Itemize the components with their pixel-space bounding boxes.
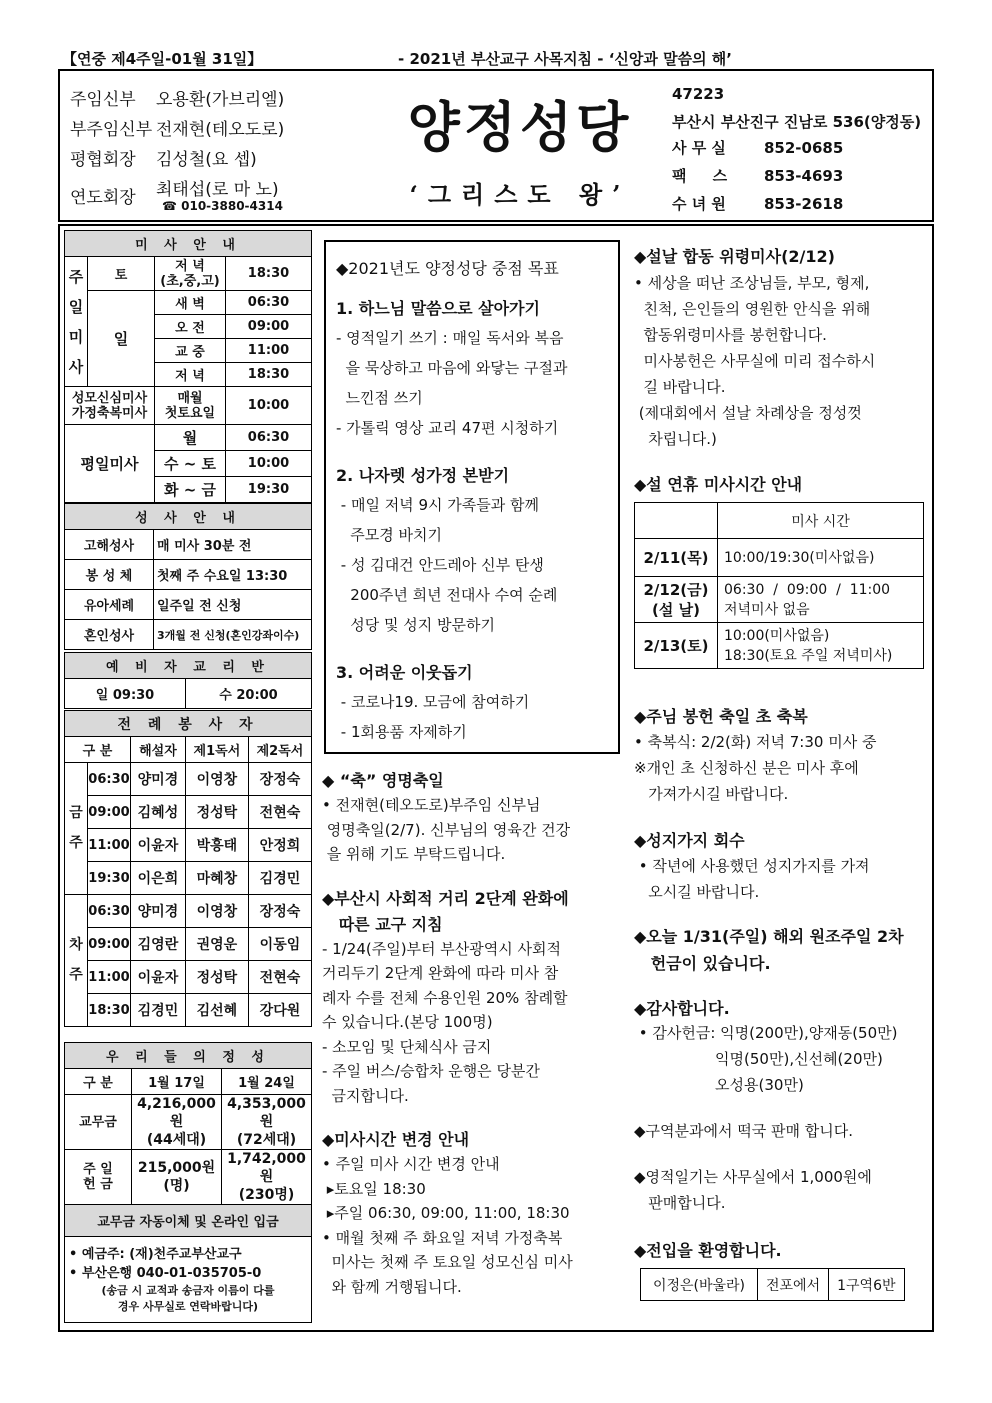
notice-line: 례자 수를 전체 수용인원 20% 참례할	[322, 988, 568, 1007]
holiday-time: 10:00/19:30(미사없음)	[718, 539, 924, 577]
notice-title: ◆부산시 사회적 거리 2단계 완화에	[322, 888, 569, 908]
holiday-time: 06:30 / 09:00 / 11:00 저녁미사 없음	[718, 577, 924, 623]
goal-line: 200주년 희년 전대사 수여 순례	[336, 586, 558, 604]
notice-line: 오성용(30만)	[634, 1076, 804, 1094]
holiday-date: 2/13(토)	[635, 623, 718, 669]
contact-value: 852-0685	[764, 139, 844, 157]
server-name: 장정숙	[248, 895, 311, 928]
server-name: 이윤자	[131, 961, 186, 994]
staff-role: 부주임신부	[70, 120, 153, 140]
notice-line: 수 있습니다.(본당 100명)	[322, 1013, 493, 1031]
parish-subtitle: ‘그리스도 왕’	[409, 180, 631, 209]
goal-heading: 1. 하느님 말씀으로 살아가기	[336, 299, 540, 318]
weekday-mass-label: 평일미사	[65, 425, 155, 503]
server-time: 11:00	[88, 829, 131, 862]
notice-line: 가져가시길 바랍니다.	[634, 785, 789, 803]
notice-title: 따른 교구 지침	[322, 914, 443, 934]
servers-header: 제2독서	[248, 737, 311, 763]
transfer-note: (송금 시 교적과 송금자 이름이 다를	[101, 1283, 275, 1297]
notice-title: ◆ “축” 영명축일	[322, 771, 444, 790]
server-time: 09:00	[88, 796, 131, 829]
goal-line: - 가톨릭 영상 교리 47편 시청하기	[336, 419, 559, 437]
contact-label: 사 무 실	[672, 139, 726, 157]
holiday-date: 2/11(목)	[635, 539, 718, 577]
notice-line: 차립니다.)	[634, 430, 717, 448]
staff-row	[70, 85, 284, 110]
server-name: 정성탁	[185, 796, 248, 829]
sacrament-label: 봉 성 체	[65, 560, 154, 590]
welcome-cell: 전포에서	[758, 1269, 829, 1301]
notice-line: 익명(50만),신선혜(20만)	[634, 1050, 883, 1068]
goal-line: - 1회용품 자제하기	[336, 723, 467, 741]
weekday-time: 10:00	[226, 451, 312, 477]
goal-heading: 3. 어려운 이웃돕기	[336, 663, 473, 682]
zip-code: 47223	[672, 85, 725, 103]
offerings-header: 1월 17일	[132, 1069, 222, 1095]
offering-value: 4,353,000원 (72세대)	[222, 1095, 312, 1150]
notice-line: 와 함께 거행됩니다.	[322, 1277, 462, 1296]
parish-name: 양정성당	[407, 95, 633, 159]
goal-line: 느낀점 쓰기	[336, 389, 423, 407]
goal-line: - 성 김대건 안드레아 신부 탄생	[336, 556, 544, 574]
notice-title: ◆전입을 환영합니다.	[634, 1241, 782, 1260]
weekday-time: 19:30	[226, 477, 312, 503]
server-name: 이영창	[185, 895, 248, 928]
offerings-table	[64, 1042, 312, 1323]
notice-line: - 소모임 및 단체식사 금지	[322, 1037, 492, 1056]
sun-mass-time: 18:30	[226, 363, 312, 387]
staff-role: 주임신부	[70, 90, 136, 110]
staff-row	[70, 175, 283, 213]
special-mass-time: 10:00	[226, 387, 312, 425]
staff-role: 평협회장	[70, 150, 136, 170]
notice-line: - 1/24(주일)부터 부산광역시 사회적	[322, 939, 561, 958]
notice-line: 거리두기 2단계 완화에 따라 미사 참	[322, 964, 559, 982]
saturday-label: 토	[88, 257, 155, 291]
server-time: 18:30	[88, 994, 131, 1027]
server-time: 09:00	[88, 928, 131, 961]
notice-title: ◆설 연휴 미사시간 안내	[634, 475, 803, 494]
sacrament-value: 첫째 주 수요일 13:30	[154, 560, 312, 590]
mass-schedule-table	[64, 230, 312, 503]
sacrament-label: 혼인성사	[65, 620, 154, 650]
sacrament-value: 일주일 전 신청	[154, 590, 312, 620]
sun-mass-label: 오 전	[155, 315, 226, 339]
server-name: 김선혜	[185, 994, 248, 1027]
notice-line: 합동위령미사를 봉헌합니다.	[634, 326, 827, 344]
sacraments-table	[64, 503, 312, 650]
offering-value: 4,216,000원 (44세대)	[132, 1095, 222, 1150]
holiday-col-header: 미사 시간	[718, 503, 924, 539]
notice-title: ◆주님 봉헌 축일 초 축복	[634, 707, 808, 726]
sun-mass-time: 11:00	[226, 339, 312, 363]
sacrament-label: 유아세례	[65, 590, 154, 620]
server-name: 마혜창	[185, 862, 248, 895]
holiday-time: 10:00(미사없음) 18:30(토요 주일 저녁미사)	[718, 623, 924, 669]
server-time: 06:30	[88, 763, 131, 796]
server-name: 이영창	[185, 763, 248, 796]
notice-line: • 전재현(테오도로)부주임 신부님	[322, 796, 541, 814]
sacrament-value: 3개월 전 신청(혼인강좌이수)	[154, 620, 312, 650]
goal-line: - 매일 저녁 9시 가족들과 함께	[336, 496, 539, 514]
goals-title: ◆2021년도 양정성당 중점 목표	[336, 259, 559, 278]
catechumen-title: 예 비 자 교 리 반	[65, 653, 312, 679]
offering-value: 215,000원 (명)	[132, 1150, 222, 1205]
issue-date: 【연중 제4주일-01월 31일】	[62, 50, 263, 68]
notice-line: 영명축일(2/7). 신부님의 영육간 건강	[322, 820, 571, 839]
server-name: 안정희	[248, 829, 311, 862]
notice-title: ◆성지가지 회수	[634, 831, 745, 850]
notice-line: (제대회에서 설날 차례상을 정성껏	[634, 404, 862, 422]
notice-title: ◆설날 합동 위령미사(2/12)	[634, 247, 835, 266]
server-name: 장정숙	[248, 763, 311, 796]
account-holder: • 예금주: (재)천주교부산교구	[69, 1246, 242, 1262]
notice-line: ▸토요일 18:30	[322, 1179, 426, 1198]
server-name: 이은희	[131, 862, 186, 895]
server-name: 전현숙	[248, 796, 311, 829]
notice-line: • 감사헌금: 익명(200만),양재동(50만)	[634, 1024, 898, 1042]
goal-line: - 영적일기 쓰기 : 매일 독서와 복음	[336, 329, 564, 347]
masthead	[58, 69, 934, 222]
welcome-cell: 이정은(바울라)	[641, 1269, 758, 1301]
staff-role: 연도회장	[70, 188, 136, 208]
weekday-day: 월	[155, 425, 226, 451]
server-name: 정성탁	[185, 961, 248, 994]
server-time: 06:30	[88, 895, 131, 928]
goal-line: - 코로나19. 모금에 참여하기	[336, 693, 530, 711]
catechumen-table	[64, 652, 312, 709]
welcome-cell: 1구역6반	[829, 1269, 904, 1301]
mass-title: 미 사 안 내	[65, 231, 312, 257]
staff-name: 오용환(가브리엘)	[156, 90, 285, 110]
goal-line: 성당 및 성지 방문하기	[336, 616, 496, 634]
weekday-time: 06:30	[226, 425, 312, 451]
server-name: 김경민	[248, 862, 311, 895]
server-time: 19:30	[88, 862, 131, 895]
sat-evening-label: 저 녁 (초,중,고)	[155, 257, 226, 291]
server-name: 전현숙	[248, 961, 311, 994]
contact-row	[672, 193, 843, 214]
offerings-header: 1월 24일	[222, 1069, 312, 1095]
sun-mass-label: 새 벽	[155, 291, 226, 315]
server-name: 김영란	[131, 928, 186, 961]
contact-label: 팩 스	[672, 167, 728, 185]
holiday-date: 2/12(금) (설 날)	[635, 577, 718, 623]
sacraments-title: 성 사 안 내	[65, 504, 312, 530]
notice-line: ◆구역분과에서 떡국 판매 합니다.	[634, 1122, 853, 1140]
offering-label: 주 일 헌 금	[65, 1150, 132, 1205]
bank-info	[65, 1237, 312, 1323]
notice-line: 미사는 첫째 주 토요일 성모신심 미사	[322, 1253, 573, 1271]
servers-header: 해설자	[131, 737, 186, 763]
notice-line: 오시길 바랍니다.	[634, 883, 760, 901]
phone-number: ☎ 010-3880-4314	[162, 199, 283, 213]
servers-title: 전 례 봉 사 자	[65, 711, 312, 737]
server-name: 이윤자	[131, 829, 186, 862]
goals-content	[336, 256, 568, 741]
notice-line: ◆영적일기는 사무실에서 1,000원에	[634, 1168, 872, 1186]
server-name: 권영운	[185, 928, 248, 961]
weekday-day: 화 ~ 금	[155, 477, 226, 503]
notice-line: • 세상을 떠난 조상님들, 부모, 형제,	[634, 274, 870, 292]
notice-line: - 주일 버스/승합차 운행은 당분간	[322, 1062, 540, 1080]
notice-line: • 작년에 사용했던 성지가지를 가져	[634, 857, 870, 875]
contact-label: 수 녀 원	[672, 195, 726, 213]
notice-title: ◆미사시간 변경 안내	[322, 1130, 470, 1149]
staff-row	[70, 145, 257, 170]
week-label: 금 주	[65, 763, 88, 895]
welcome-table	[640, 1268, 905, 1301]
notice-line: • 주일 미사 시간 변경 안내	[322, 1155, 500, 1173]
special-mass-when: 매월 첫토요일	[155, 387, 226, 425]
offering-label: 교무금	[65, 1095, 132, 1150]
sunday-mass-label: 주 일 미 사	[65, 257, 88, 387]
server-name: 김혜성	[131, 796, 186, 829]
goal-line: 주모경 바치기	[336, 526, 443, 544]
notice-line: 미사봉헌은 사무실에 미리 접수하시	[634, 352, 876, 370]
notice-line: 판매합니다.	[634, 1194, 726, 1212]
contact-row	[672, 165, 843, 186]
notice-line: ▸주일 06:30, 09:00, 11:00, 18:30	[322, 1204, 570, 1222]
notice-line: 금지합니다.	[322, 1086, 409, 1105]
notice-line: 을 위해 기도 부탁드립니다.	[322, 845, 506, 863]
staff-name: 전재현(테오도로)	[156, 120, 285, 140]
week-label: 차 주	[65, 895, 88, 1027]
notice-title: ◆감사합니다.	[634, 999, 730, 1018]
notice-line: • 매월 첫째 주 화요일 저녁 가정축복	[322, 1228, 563, 1247]
transfer-note: 경우 사무실로 연락바랍니다)	[117, 1299, 259, 1313]
server-time: 11:00	[88, 961, 131, 994]
sun-mass-time: 06:30	[226, 291, 312, 315]
staff-name: 김성철(요 셉)	[156, 150, 257, 170]
sat-evening-time: 18:30	[226, 257, 312, 291]
special-mass-label: 성모신심미사 가정축복미사	[65, 387, 155, 425]
goal-line: 을 묵상하고 마음에 와닿는 구절과	[336, 359, 568, 377]
catechumen-wednesday: 수 20:00	[186, 679, 312, 709]
bank-account: • 부산은행 040-01-035705-0	[69, 1265, 262, 1281]
server-name: 강다원	[248, 994, 311, 1027]
server-name: 박흥태	[185, 829, 248, 862]
contact-value: 853-4693	[764, 167, 844, 185]
catechumen-sunday: 일 09:30	[65, 679, 186, 709]
holiday-mass-table	[634, 502, 924, 669]
notice-title: 헌금이 있습니다.	[634, 954, 771, 973]
notice-line: 길 바랍니다.	[634, 378, 726, 396]
staff-name: 최태섭(로 마 노)	[156, 180, 279, 200]
liturgy-servers-table	[64, 710, 312, 1027]
staff-row	[70, 115, 284, 140]
diocese-motto: - 2021년 부산교구 사목지침 - ‘신앙과 말씀의 해’	[398, 50, 732, 68]
server-name: 이동임	[248, 928, 311, 961]
offerings-title: 우 리 들 의 정 성	[65, 1043, 312, 1069]
sun-mass-label: 교 중	[155, 339, 226, 363]
notice-title: ◆오늘 1/31(주일) 해외 원조주일 2차	[634, 927, 904, 946]
address: 부산시 부산진구 진남로 536(양정동)	[672, 113, 922, 131]
offerings-header: 구 분	[65, 1069, 132, 1095]
sacrament-label: 고해성사	[65, 530, 154, 560]
weekday-day: 수 ~ 토	[155, 451, 226, 477]
contact-row	[672, 137, 843, 158]
servers-header: 구 분	[65, 737, 131, 763]
sun-mass-label: 저 녁	[155, 363, 226, 387]
server-name: 김경민	[131, 994, 186, 1027]
holiday-corner	[635, 503, 718, 539]
server-name: 양미경	[131, 895, 186, 928]
sun-mass-time: 09:00	[226, 315, 312, 339]
goals-box	[324, 240, 620, 754]
goal-heading: 2. 나자렛 성가정 본받기	[336, 466, 510, 485]
transfer-title: 교무금 자동이체 및 온라인 입금	[65, 1205, 312, 1237]
sacrament-value: 매 미사 30분 전	[154, 530, 312, 560]
offering-value: 1,742,000원 (230명)	[222, 1150, 312, 1205]
notice-line: ※개인 초 신청하신 분은 미사 후에	[634, 759, 859, 777]
servers-header: 제1독서	[185, 737, 248, 763]
notice-line: • 축복식: 2/2(화) 저녁 7:30 미사 중	[634, 733, 877, 751]
sunday-label: 일	[88, 291, 155, 387]
notice-line: 친척, 은인들의 영원한 안식을 위해	[634, 300, 871, 318]
contact-value: 853-2618	[764, 195, 844, 213]
server-name: 양미경	[131, 763, 186, 796]
